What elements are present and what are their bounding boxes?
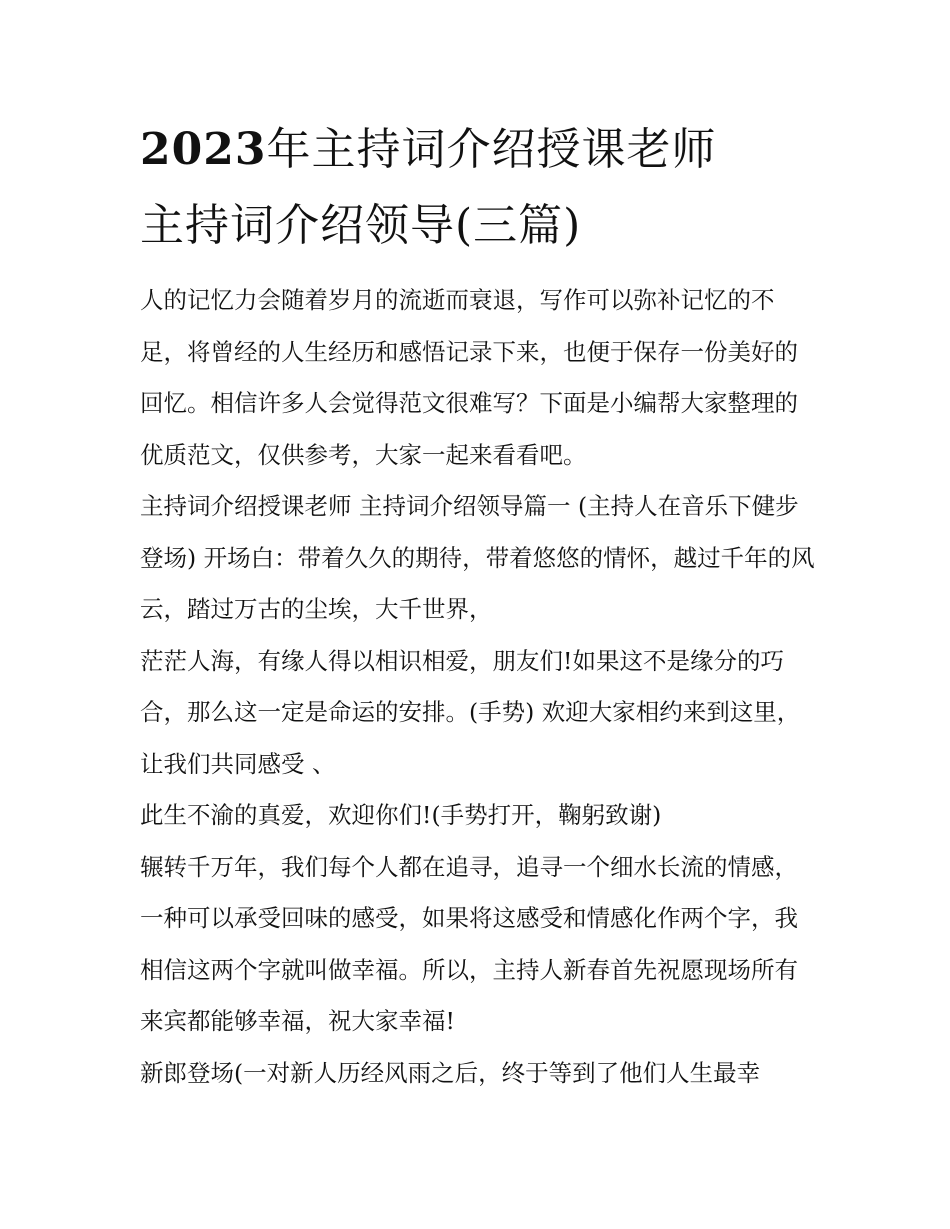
document-title (140, 112, 820, 264)
paragraph-crowd: 茫茫人海，有缘人得以相识相爱，朋友们!如果这不是缘分的巧合，那么这一定是命运的安排。(手势) 欢迎大家相约来到这里，让我们共同感受 、 (140, 646, 801, 778)
document-body (140, 275, 820, 1099)
title-line-1 (140, 112, 820, 188)
paragraph-opening: 主持词介绍授课老师 主持词介绍领导篇一 (主持人在音乐下健步登场) 开场白：带着久久的期待，带着悠悠的情怀，越过千年的风云，踏过万古的尘埃，大千世界， (140, 492, 815, 623)
paragraph-groom: 新郎登场(一对新人历经风雨之后，终于等到了他们人生最幸 (140, 1058, 761, 1087)
title-year: 2023 (140, 124, 267, 175)
title-line-1-text: 年主持词介绍授课老师 (266, 124, 717, 175)
title-line-2: 主持词介绍领导(三篇) (140, 200, 582, 251)
paragraph-intro: 人的记忆力会随着岁月的流逝而衰退，写作可以弥补记忆的不足，将曾经的人生经历和感悟记录下来，也便于保存一份美好的回忆。相信许多人会觉得范文很难写？下面是小编帮大家整理的优质范文，仅供参考，大家一起来看看吧。 (140, 286, 798, 469)
paragraph-welcome: 此生不渝的真爱，欢迎你们!(手势打开，鞠躬致谢) (140, 801, 662, 829)
paragraph-happiness: 辗转千万年，我们每个人都在追寻，追寻一个细水长流的情感，一种可以承受回味的感受，如果将这感受和情感化作两个字，我相信这两个字就叫做幸福。所以，主持人新春首先祝愿现场所有来宾都能够幸福，祝大家幸福! (140, 852, 798, 1035)
